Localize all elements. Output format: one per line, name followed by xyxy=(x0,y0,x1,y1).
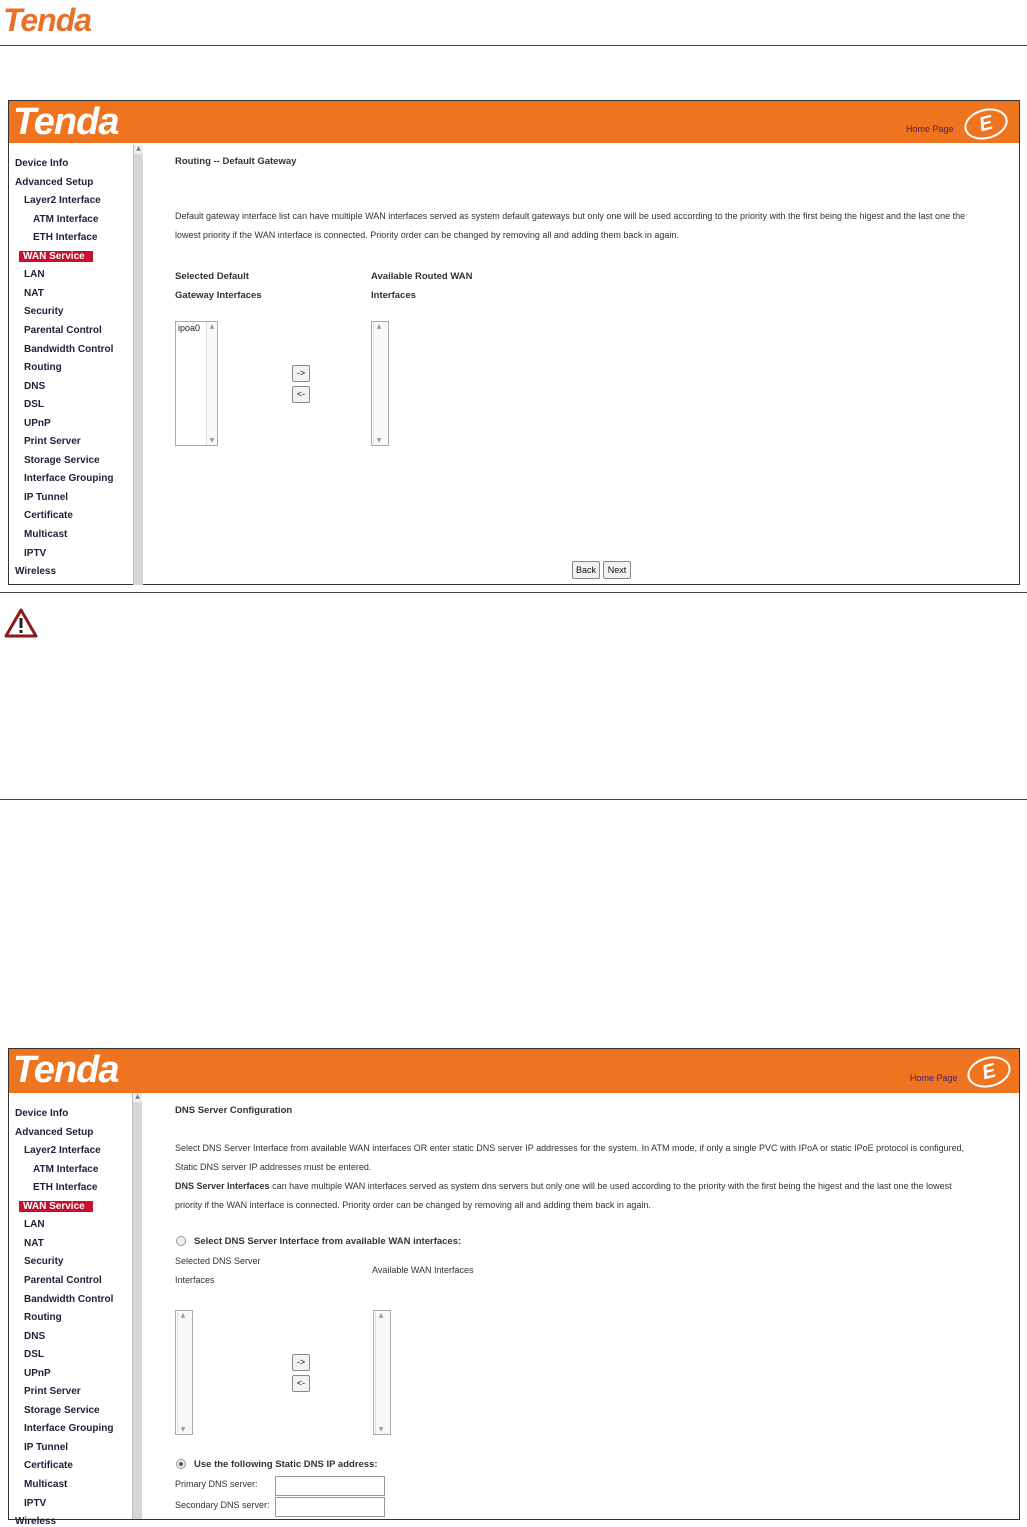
move-left-button[interactable]: <- xyxy=(292,386,310,403)
description-line: Static DNS server IP addresses must be entered. xyxy=(175,1162,372,1172)
label-line: Interfaces xyxy=(175,1275,215,1285)
sidebar-item-upnp[interactable]: UPnP xyxy=(24,1367,51,1379)
sidebar-item-print-server[interactable]: Print Server xyxy=(24,436,81,448)
sidebar-item-wireless[interactable]: Wireless xyxy=(15,1516,57,1527)
description xyxy=(175,207,965,245)
sidebar-scrollbar[interactable]: ▲ xyxy=(132,1093,142,1519)
primary-dns-label: Primary DNS server: xyxy=(175,1479,258,1489)
static-dns-radio-label: Use the following Static DNS IP address: xyxy=(194,1459,378,1470)
sidebar-item-print-server[interactable]: Print Server xyxy=(24,1386,81,1398)
move-right-button[interactable]: -> xyxy=(292,365,310,382)
sidebar-item-iptv[interactable]: IPTV xyxy=(24,1497,47,1509)
list-scrollbar[interactable]: ▲ ▼ xyxy=(373,322,388,445)
sidebar-item-eth-interface[interactable]: ETH Interface xyxy=(33,1182,98,1194)
description-line: priority if the WAN interface is connected. Priority order can be changed by removing all and adding them back in again. xyxy=(175,1200,651,1210)
available-wan-list[interactable] xyxy=(371,321,389,446)
home-page-link[interactable]: Home Page xyxy=(906,124,954,134)
tenda-logo: Tenda xyxy=(13,1049,119,1091)
sidebar-item-lan[interactable]: LAN xyxy=(24,1219,45,1231)
banner xyxy=(9,101,1019,143)
sidebar-item-certificate[interactable]: Certificate xyxy=(24,1460,73,1472)
sidebar-item-bandwidth-control[interactable]: Bandwidth Control xyxy=(24,343,114,355)
routing-screenshot xyxy=(8,100,1020,585)
dns-interface-radio-label: Select DNS Server Interface from available WAN interfaces: xyxy=(194,1236,462,1247)
description-line: lowest priority if the WAN interface is connected. Priority order can be changed by removing all and adding them back in again. xyxy=(175,230,679,240)
description-text: can have multiple WAN interfaces served as system dns servers but only one will be used according to the priority with the first being the higest and the last one the lowest xyxy=(269,1181,952,1191)
list-item[interactable]: ipoa0 xyxy=(178,323,201,333)
sidebar-item-nat[interactable]: NAT xyxy=(24,1237,44,1249)
section-rule xyxy=(0,799,1027,800)
sidebar-item-dsl[interactable]: DSL xyxy=(24,1349,44,1361)
page-title: DNS Server Configuration xyxy=(175,1105,293,1116)
sidebar-item-parental-control[interactable]: Parental Control xyxy=(24,1274,102,1286)
sidebar-item-device-info[interactable]: Device Info xyxy=(15,1108,69,1119)
document-logo: Tenda xyxy=(3,2,92,38)
sidebar-item-atm-interface[interactable]: ATM Interface xyxy=(33,213,99,225)
label-line: Selected Default xyxy=(175,271,249,282)
sidebar-item-interface-grouping[interactable]: Interface Grouping xyxy=(24,473,114,485)
sidebar-item-wan-service[interactable]: WAN Service xyxy=(19,251,93,262)
sidebar-item-bandwidth-control[interactable]: Bandwidth Control xyxy=(24,1293,114,1305)
sidebar-item-ip-tunnel[interactable]: IP Tunnel xyxy=(24,491,69,503)
sidebar-item-parental-control[interactable]: Parental Control xyxy=(24,324,102,336)
sidebar-item-certificate[interactable]: Certificate xyxy=(24,510,73,522)
sidebar-item-layer2-interface[interactable]: Layer2 Interface xyxy=(24,1145,101,1157)
sidebar xyxy=(9,1093,143,1527)
available-wan-label xyxy=(371,267,473,305)
sidebar-item-upnp[interactable]: UPnP xyxy=(24,417,51,429)
secondary-dns-field[interactable] xyxy=(275,1497,385,1517)
sidebar-item-wan-service[interactable]: WAN Service xyxy=(19,1201,93,1212)
available-wan-list[interactable] xyxy=(373,1310,391,1435)
sidebar-item-advanced-setup[interactable]: Advanced Setup xyxy=(15,1126,94,1138)
description-line: Select DNS Server Interface from available WAN interfaces OR enter static DNS server IP addresses for the system. In ATM mode, if only a single PVC with IPoA or static IPoE protocol is configured, xyxy=(175,1143,965,1153)
sidebar-item-wireless[interactable]: Wireless xyxy=(15,566,57,578)
sidebar xyxy=(9,143,143,584)
warning-icon xyxy=(4,608,38,638)
sidebar-item-atm-interface[interactable]: ATM Interface xyxy=(33,1163,99,1175)
sidebar-item-ip-tunnel[interactable]: IP Tunnel xyxy=(24,1441,69,1453)
secondary-dns-label: Secondary DNS server: xyxy=(175,1500,270,1510)
next-button[interactable]: Next xyxy=(603,561,631,579)
move-left-button[interactable]: <- xyxy=(292,1375,310,1392)
sidebar-item-interface-grouping[interactable]: Interface Grouping xyxy=(24,1423,114,1435)
section-rule xyxy=(0,592,1027,593)
label-line: Gateway Interfaces xyxy=(175,290,262,301)
list-scrollbar[interactable]: ▲ ▼ xyxy=(375,1311,390,1434)
primary-dns-field[interactable] xyxy=(275,1476,385,1496)
description xyxy=(175,1139,964,1215)
easy-logo-icon: E xyxy=(964,1052,1014,1092)
sidebar-item-routing[interactable]: Routing xyxy=(24,362,62,374)
selected-gateway-label xyxy=(175,267,262,305)
header-rule xyxy=(0,45,1027,46)
sidebar-item-lan[interactable]: LAN xyxy=(24,269,45,281)
sidebar-item-iptv[interactable]: IPTV xyxy=(24,547,47,559)
tenda-logo: Tenda xyxy=(13,101,119,143)
sidebar-item-dsl[interactable]: DSL xyxy=(24,399,44,411)
label-line: Available Routed WAN xyxy=(371,271,473,282)
selected-gateway-list[interactable] xyxy=(175,321,218,446)
sidebar-item-dns[interactable]: DNS xyxy=(24,380,46,392)
description-line xyxy=(175,1177,964,1196)
dns-screenshot xyxy=(8,1048,1020,1527)
easy-logo-icon: E xyxy=(961,104,1011,144)
home-page-link[interactable]: Home Page xyxy=(910,1073,958,1083)
sidebar-item-eth-interface[interactable]: ETH Interface xyxy=(33,232,98,244)
sidebar-item-advanced-setup[interactable]: Advanced Setup xyxy=(15,176,94,188)
banner xyxy=(9,1049,1019,1093)
description-bold: DNS Server Interfaces xyxy=(175,1181,270,1191)
sidebar-item-dns[interactable]: DNS xyxy=(24,1330,46,1342)
sidebar-item-security[interactable]: Security xyxy=(24,306,64,318)
sidebar-item-security[interactable]: Security xyxy=(24,1256,64,1268)
sidebar-item-nat[interactable]: NAT xyxy=(24,287,44,299)
selected-dns-list[interactable] xyxy=(175,1310,193,1435)
sidebar-item-multicast[interactable]: Multicast xyxy=(24,529,68,540)
move-right-button[interactable]: -> xyxy=(292,1354,310,1371)
sidebar-item-multicast[interactable]: Multicast xyxy=(24,1479,68,1490)
label-line: Interfaces xyxy=(371,290,416,301)
back-button[interactable]: Back xyxy=(572,561,600,579)
available-wan-label: Available WAN Interfaces xyxy=(372,1265,474,1275)
list-scrollbar[interactable]: ▲ ▼ xyxy=(206,322,217,445)
label-line: Selected DNS Server xyxy=(175,1256,261,1266)
page-title: Routing -- Default Gateway xyxy=(175,156,297,167)
sidebar-scrollbar[interactable]: ▲ xyxy=(133,145,143,585)
list-scrollbar[interactable]: ▲ ▼ xyxy=(177,1311,192,1434)
sidebar-item-storage-service[interactable]: Storage Service xyxy=(24,1404,100,1416)
sidebar-item-routing[interactable]: Routing xyxy=(24,1312,62,1324)
static-dns-radio[interactable] xyxy=(176,1459,186,1469)
selected-dns-label xyxy=(175,1252,261,1290)
sidebar-item-layer2-interface[interactable]: Layer2 Interface xyxy=(24,195,101,207)
description-line: Default gateway interface list can have multiple WAN interfaces served as system default gateways but only one will be used according to the priority with the first being the higest and the last one the xyxy=(175,211,966,221)
dns-interface-radio[interactable] xyxy=(176,1236,186,1246)
sidebar-item-storage-service[interactable]: Storage Service xyxy=(24,454,100,466)
sidebar-item-device-info[interactable]: Device Info xyxy=(15,158,69,169)
